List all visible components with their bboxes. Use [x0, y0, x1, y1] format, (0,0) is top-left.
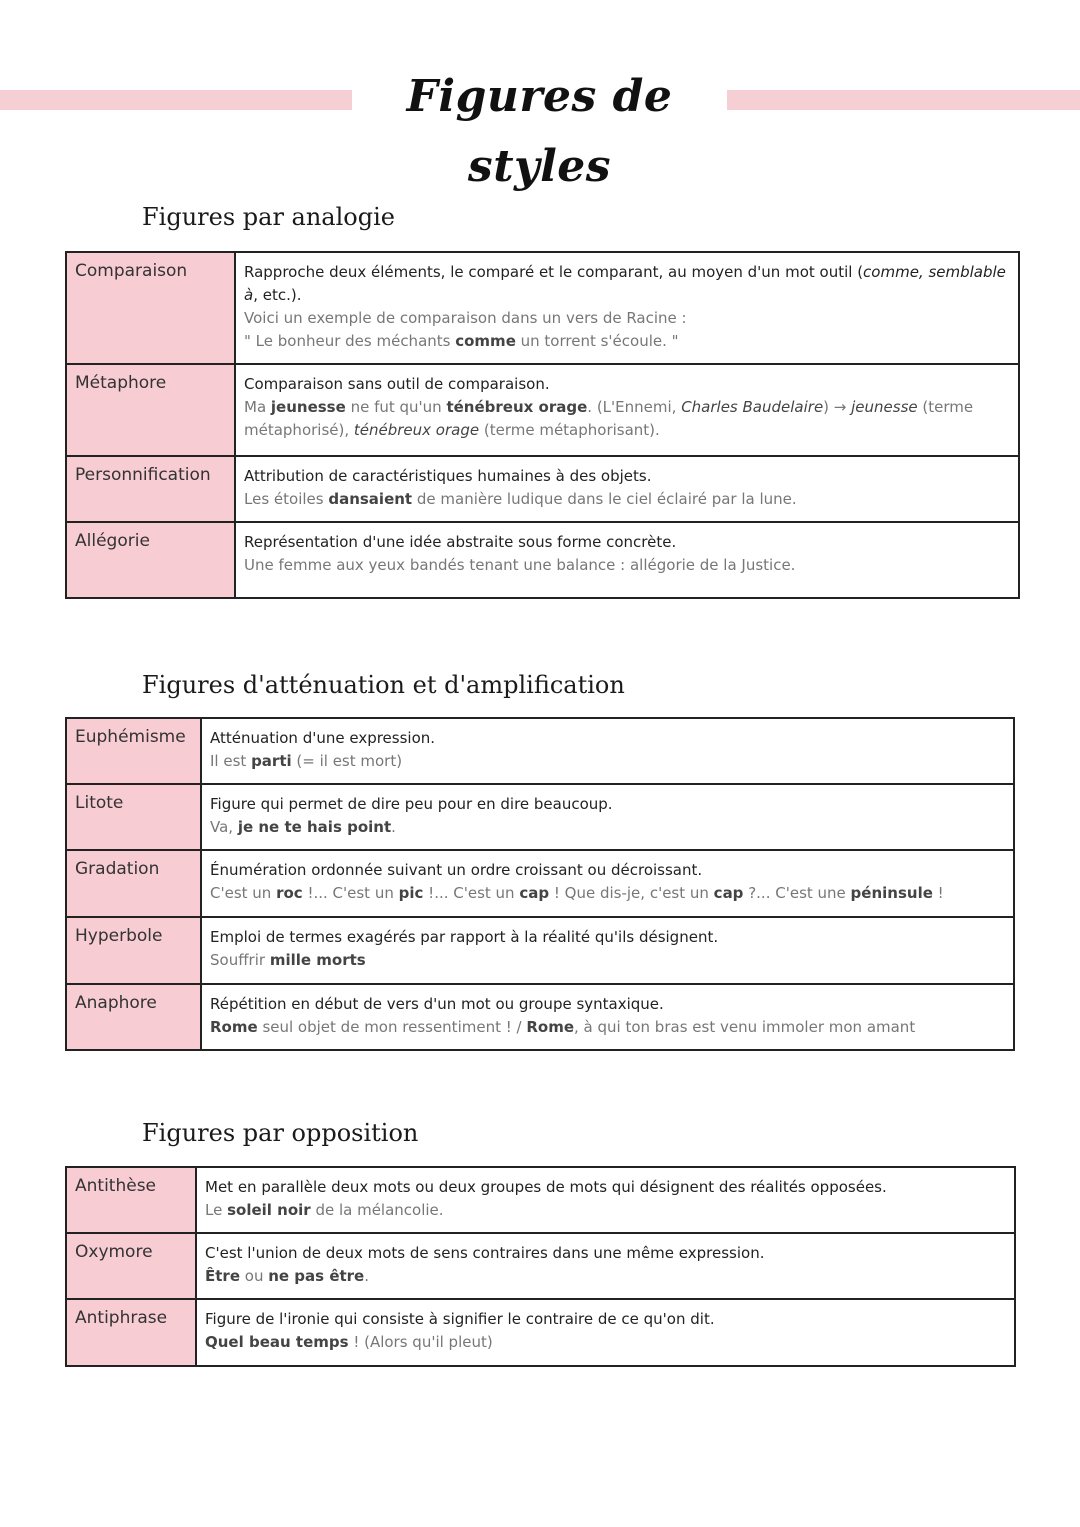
- definition-text: Répétition en début de vers d'un mot ou groupe syntaxique.: [210, 995, 664, 1013]
- table-analogie: [65, 251, 1020, 599]
- term-cell: Litote: [66, 784, 201, 850]
- term-cell: Gradation: [66, 850, 201, 917]
- term-cell: Personnification: [66, 456, 235, 522]
- term-cell: Métaphore: [66, 364, 235, 456]
- example-text: Être ou ne pas être.: [205, 1267, 370, 1285]
- definition-text: Comparaison sans outil de comparaison.: [244, 375, 550, 393]
- example-text: Souffrir mille morts: [210, 951, 366, 969]
- table-row: [66, 522, 1019, 598]
- term-cell: Hyperbole: [66, 917, 201, 984]
- example-text: C'est un roc !... C'est un pic !... C'est un cap ! Que dis-je, c'est un cap ?... C'est une péninsule !: [210, 884, 944, 902]
- example-text: Voici un exemple de comparaison dans un vers de Racine :: [244, 309, 687, 327]
- table-row: [66, 784, 1014, 850]
- example-text: Une femme aux yeux bandés tenant une balance : allégorie de la Justice.: [244, 556, 796, 574]
- definition-text: Emploi de termes exagérés par rapport à la réalité qu'ils désignent.: [210, 928, 719, 946]
- table-row: [66, 718, 1014, 784]
- table-row: [66, 252, 1019, 364]
- example-text: Rome seul objet de mon ressentiment ! / Rome, à qui ton bras est venu immoler mon amant: [210, 1018, 916, 1036]
- description-cell: [201, 784, 1014, 850]
- term-cell: Oxymore: [66, 1233, 196, 1299]
- section-heading-analogie: Figures par analogie: [142, 203, 395, 231]
- table-row: [66, 984, 1014, 1050]
- description-cell: [196, 1233, 1015, 1299]
- description-cell: [235, 456, 1019, 522]
- term-cell: Antiphrase: [66, 1299, 196, 1366]
- title-accent-bar-right: [727, 90, 1080, 110]
- title-row: [0, 62, 1080, 192]
- table-row: [66, 850, 1014, 917]
- definition-text: Attribution de caractéristiques humaines à des objets.: [244, 467, 652, 485]
- definition-text: Rapproche deux éléments, le comparé et le comparant, au moyen d'un mot outil (comme, semblable à, etc.).: [244, 263, 1006, 304]
- term-cell: Comparaison: [66, 252, 235, 364]
- description-cell: [235, 252, 1019, 364]
- section-heading-attenuation: Figures d'atténuation et d'amplification: [142, 671, 625, 699]
- example-text: Va, je ne te hais point.: [210, 818, 396, 836]
- definition-text: Met en parallèle deux mots ou deux groupes de mots qui désignent des réalités opposées.: [205, 1178, 887, 1196]
- description-cell: [201, 917, 1014, 984]
- table-row: [66, 1233, 1015, 1299]
- table-opposition: [65, 1166, 1016, 1367]
- table-row: [66, 456, 1019, 522]
- definition-text: Figure de l'ironie qui consiste à signifier le contraire de ce qu'on dit.: [205, 1310, 715, 1328]
- table-row: [66, 917, 1014, 984]
- term-cell: Allégorie: [66, 522, 235, 598]
- description-cell: [235, 364, 1019, 456]
- example-text: Le soleil noir de la mélancolie.: [205, 1201, 444, 1219]
- example-text: Les étoiles dansaient de manière ludique dans le ciel éclairé par la lune.: [244, 490, 797, 508]
- description-cell: [196, 1167, 1015, 1233]
- term-cell: Antithèse: [66, 1167, 196, 1233]
- term-cell: Euphémisme: [66, 718, 201, 784]
- table-row: [66, 1299, 1015, 1366]
- description-cell: [201, 718, 1014, 784]
- page-title: Figures de styles: [406, 71, 673, 192]
- description-cell: [235, 522, 1019, 598]
- description-cell: [196, 1299, 1015, 1366]
- description-cell: [201, 984, 1014, 1050]
- definition-text: Représentation d'une idée abstraite sous forme concrète.: [244, 533, 677, 551]
- definition-text: Atténuation d'une expression.: [210, 729, 436, 747]
- table-row: [66, 364, 1019, 456]
- section-heading-opposition: Figures par opposition: [142, 1119, 419, 1147]
- title-accent-bar-left: [0, 90, 352, 110]
- table-row: [66, 1167, 1015, 1233]
- definition-text: C'est l'union de deux mots de sens contraires dans une même expression.: [205, 1244, 765, 1262]
- table-attenuation: [65, 717, 1015, 1051]
- example-text: " Le bonheur des méchants comme un torrent s'écoule. ": [244, 332, 679, 350]
- description-cell: [201, 850, 1014, 917]
- definition-text: Figure qui permet de dire peu pour en dire beaucoup.: [210, 795, 613, 813]
- definition-text: Énumération ordonnée suivant un ordre croissant ou décroissant.: [210, 861, 703, 879]
- example-text: Ma jeunesse ne fut qu'un ténébreux orage. (L'Ennemi, Charles Baudelaire) → jeunesse (terme métaphorisé), ténébreux orage (terme métaphorisant).: [244, 398, 974, 439]
- example-text: Quel beau temps ! (Alors qu'il pleut): [205, 1333, 493, 1351]
- term-cell: Anaphore: [66, 984, 201, 1050]
- example-text: Il est parti (= il est mort): [210, 752, 403, 770]
